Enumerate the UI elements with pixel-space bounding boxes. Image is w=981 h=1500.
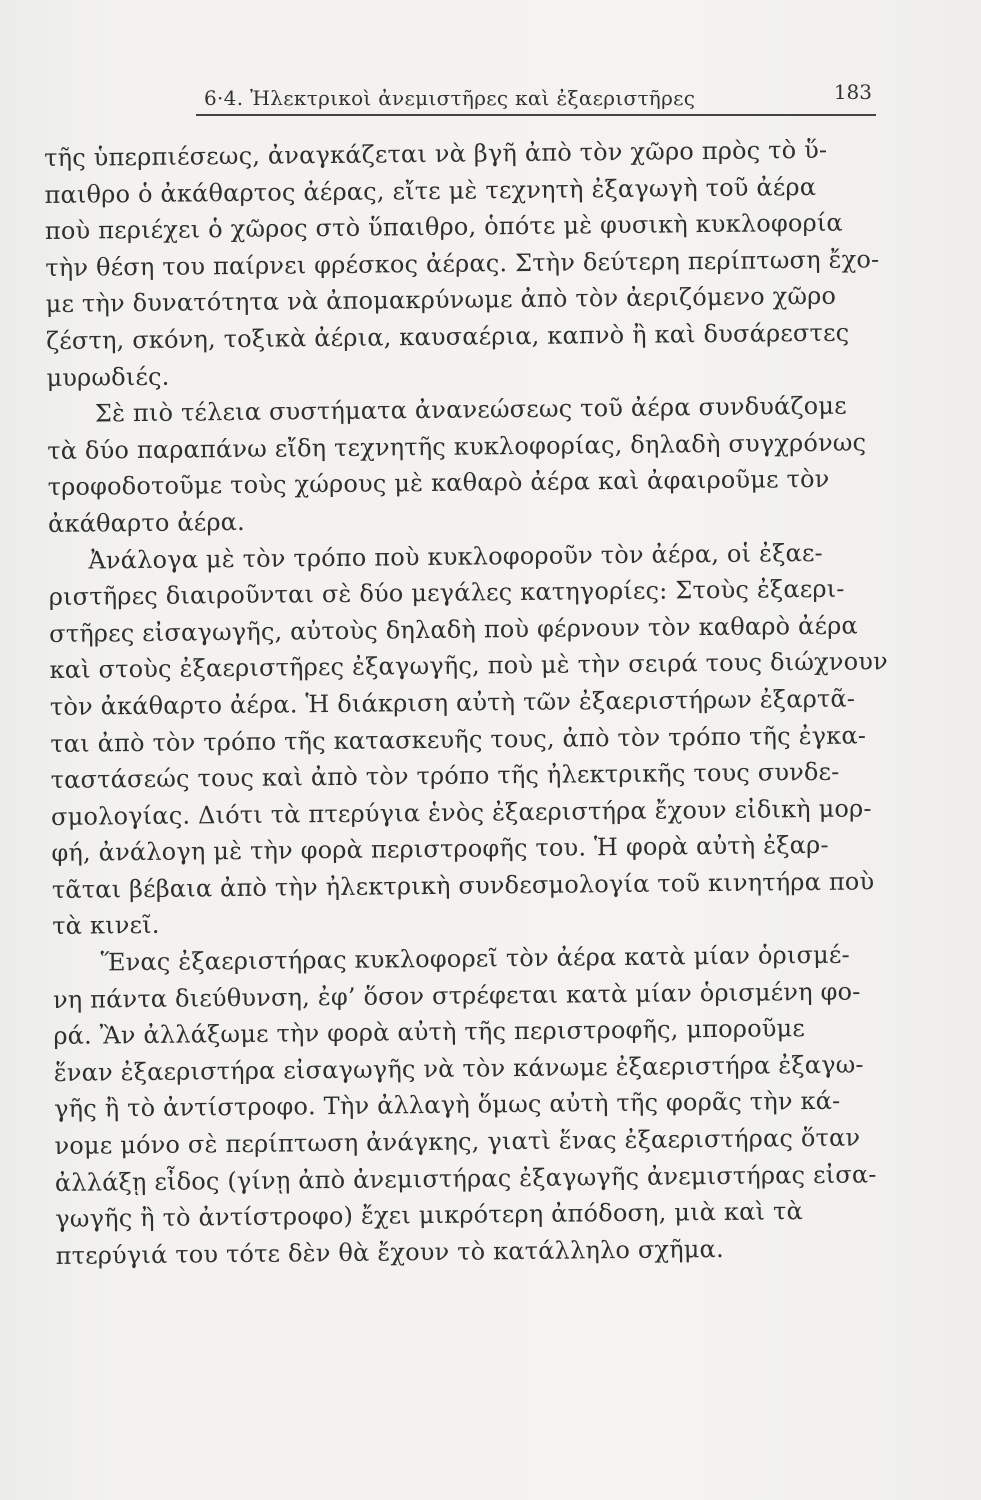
- text-line: νη πάντα διεύθυνση, ἐφ’ ὅσον στρέφεται κατὰ μίαν ὁρισμένη φο-: [52, 977, 861, 1014]
- text-line: νομε μόνο σὲ περίπτωση ἀνάγκης, γιατὶ ἕνας ἐξαεριστήρας ὅταν: [54, 1123, 861, 1160]
- text-line: τὰ κινεῖ.: [52, 911, 160, 941]
- text-line: ται ἀπὸ τὸν τρόπο τῆς κατασκευῆς τους, ἀπὸ τὸν τρόπο τῆς ἐγκα-: [50, 720, 867, 758]
- text-line: ρά. Ἂν ἀλλάξωμε τὴν φορὰ αὐτὴ τῆς περιστροφῆς, μποροῦμε: [53, 1014, 806, 1051]
- text-line: στῆρες εἰσαγωγῆς, αὐτοὺς δηλαδὴ ποὺ φέρνουν τὸν καθαρὸ ἀέρα: [49, 611, 858, 648]
- text-line: τῆς ὑπερπιέσεως, ἀναγκάζεται νὰ βγῆ ἀπὸ τὸν χῶρο πρὸς τὸ ὕ-: [44, 135, 828, 172]
- text-line: τὰ δύο παραπάνω εἴδη τεχνητῆς κυκλοφορίας, δηλαδὴ συγχρόνως: [47, 428, 867, 465]
- text-line: ἀλλάξῃ εἶδος (γίνῃ ἀπὸ ἀνεμιστήρας ἐξαγωγῆς ἀνεμιστήρας εἰσα-: [54, 1159, 877, 1197]
- text-line: τὴν θέση του παίρνει φρέσκος ἀέρας. Στὴν δεύτερη περίπτωση ἔχο-: [45, 245, 880, 282]
- text-line: ταστάσεώς τους καὶ ἀπὸ τὸν τρόπο τῆς ἠλεκτρικῆς τους συνδε-: [50, 757, 840, 795]
- paragraph-start-line: Ἕνας ἐξαεριστήρας κυκλοφορεῖ τὸν ἀέρα κατὰ μίαν ὁρισμέ-: [100, 940, 850, 977]
- text-line: τὸν ἀκάθαρτο ἀέρα. Ἡ διάκριση αὐτὴ τῶν ἐξαεριστήρων ἐξαρτᾶ-: [49, 684, 856, 721]
- page-number: 183: [833, 80, 872, 104]
- text-line: σμολογίας. Διότι τὰ πτερύγια ἑνὸς ἐξαεριστήρα ἔχουν εἰδικὴ μορ-: [50, 794, 872, 831]
- text-line: φή, ἀνάλογη μὲ τὴν φορὰ περιστροφῆς του. Ἡ φορὰ αὐτὴ ἐξαρ-: [51, 831, 829, 868]
- text-line: με τὴν δυνατότητα νὰ ἀπομακρύνωμε ἀπὸ τὸν ἀεριζόμενο χῶρο: [45, 282, 837, 319]
- text-line: παιθρο ὁ ἀκάθαρτος ἀέρας, εἴτε μὲ τεχνητὴ ἐξαγωγὴ τοῦ ἀέρα: [44, 172, 817, 209]
- body-text: [44, 131, 904, 1274]
- text-line: γωγῆς ἢ τὸ ἀντίστροφο) ἔχει μικρότερη ἀπόδοση, μιὰ καὶ τὰ: [55, 1197, 804, 1234]
- text-line: ριστῆρες διαιροῦνται σὲ δύο μεγάλες κατηγορίες: Στοὺς ἐξαερι-: [48, 574, 845, 612]
- text-line: τροφοδοτοῦμε τοὺς χώρους μὲ καθαρὸ ἀέρα καὶ ἀφαιροῦμε τὸν: [47, 465, 830, 502]
- chapter-heading: 6·4. Ἠλεκτρικοὶ ἀνεμιστῆρες καὶ ἐξαεριστῆρες: [204, 86, 696, 110]
- running-head: [196, 80, 876, 116]
- text-line: πτερύγιά του τότε δὲν θὰ ἔχουν τὸ κατάλληλο σχῆμα.: [55, 1234, 724, 1270]
- paragraph-start-line: Ἀνάλογα μὲ τὸν τρόπο ποὺ κυκλοφοροῦν τὸν ἀέρα, οἱ ἐξαε-: [88, 538, 824, 575]
- text-line: μυρωδιές.: [46, 362, 170, 392]
- text-line: ζέστη, σκόνη, τοξικὰ ἀέρια, καυσαέρια, καπνὸ ἢ καὶ δυσάρεστες: [45, 318, 850, 355]
- text-line: γῆς ἢ τὸ ἀντίστροφο. Τὴν ἀλλαγὴ ὅμως αὐτὴ τῆς φορᾶς τὴν κά-: [54, 1087, 841, 1124]
- text-line: ποὺ περιέχει ὁ χῶρος στὸ ὕπαιθρο, ὁπότε μὲ φυσικὴ κυκλοφορία: [44, 208, 844, 246]
- text-line: καὶ στοὺς ἐξαεριστῆρες ἐξαγωγῆς, ποὺ μὲ τὴν σειρά τους διώχνουν: [49, 647, 888, 685]
- text-line: ἕναν ἐξαεριστήρα εἰσαγωγῆς νὰ τὸν κάνωμε ἐξαεριστήρα ἐξαγω-: [53, 1050, 864, 1087]
- paragraph-start-line: Σὲ πιὸ τέλεια συστήματα ἀνανεώσεως τοῦ ἀέρα συνδυάζομε: [94, 391, 847, 428]
- text-line: τᾶται βέβαια ἀπὸ τὴν ἠλεκτρικὴ συνδεσμολογία τοῦ κινητήρα ποὺ: [51, 867, 875, 904]
- text-line: ἀκάθαρτο ἀέρα.: [47, 507, 246, 538]
